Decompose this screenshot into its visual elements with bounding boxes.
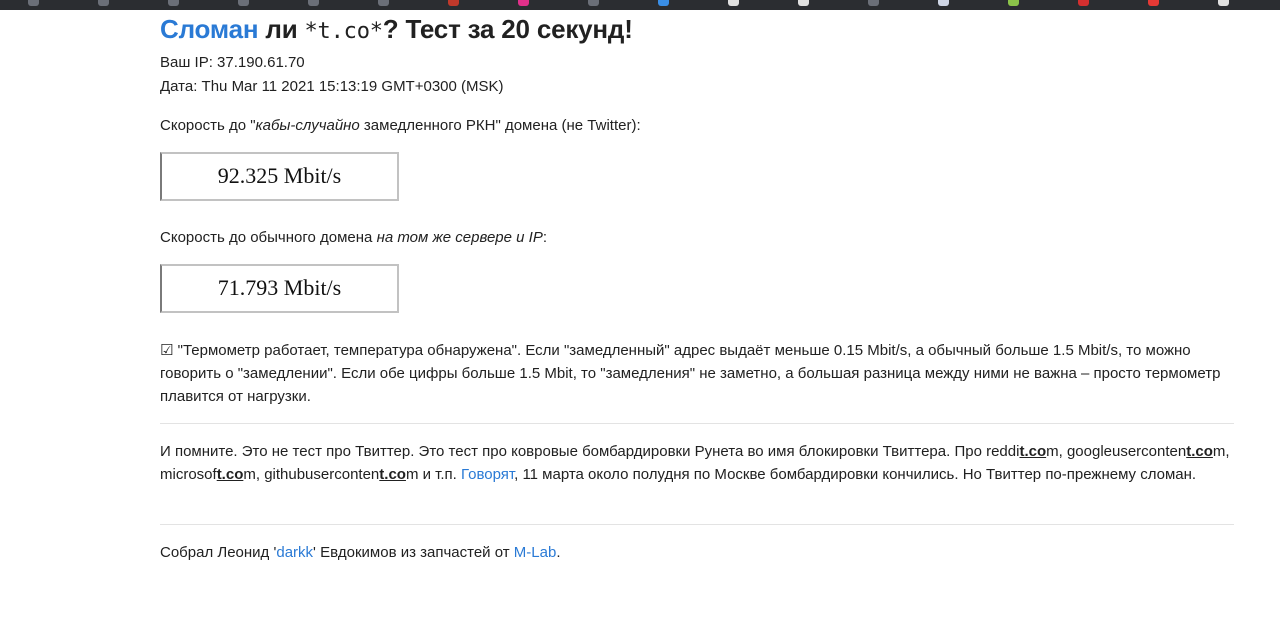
bookmark-icon[interactable] [798,0,809,6]
bookmark-icon[interactable] [938,0,949,6]
news-link[interactable]: Говорят [461,466,515,483]
bookmark-icon[interactable] [868,0,879,6]
tco-highlight: t.co [1019,443,1047,460]
bookmark-icon[interactable] [308,0,319,6]
note-part: , 11 марта около полудня по Москве бомбардировки кончились. Но Твиттер по-прежнему сломан. [514,466,1197,483]
label-text: : [542,229,548,246]
bookmark-icon[interactable] [98,0,109,6]
page-title [160,14,633,45]
bookmark-icon[interactable] [728,0,739,6]
throttled-speed-output: 92.325 Mbit/s [160,152,399,201]
credits [160,544,560,561]
label-italic: на том же сервере и IP [376,229,543,246]
bookmark-icon[interactable] [1218,0,1229,6]
credits-text: ' Евдокимов из запчастей от [313,544,514,561]
divider [160,423,1234,424]
label-text: Скорость до " [160,117,256,134]
bookmark-icon[interactable] [518,0,529,6]
note-part: И помните. Это не тест про Твиттер. Это тест про ковровые бомбардировки Рунета во имя блокировки Твиттера. Про reddi [160,443,1020,460]
normal-speed-label [160,229,547,246]
divider [160,524,1234,525]
note-part: m, googleuserconten [1046,443,1187,460]
date-info: Дата: Thu Mar 11 2021 15:13:19 GMT+0300 (MSK) [160,78,504,95]
verdict-text [160,339,1234,408]
bookmark-icon[interactable] [448,0,459,6]
tco-highlight: t.co [379,466,406,483]
normal-speed-output: 71.793 Mbit/s [160,264,399,313]
bookmark-icon[interactable] [1078,0,1089,6]
bookmark-icon[interactable] [1148,0,1159,6]
bookmark-icon[interactable] [588,0,599,6]
verdict-body: "Термометр работает, температура обнаружена". Если "замедленный" адрес выдаёт меньше 0.15 Mbit/s, а обычный больше 1.5 Mbit/s, то можно говорить о "замедлении". Если обе цифры больше 1.5 Mbit, то "замедления" не заметно, а большая разница между ними не важна – просто термометр плавится от нагрузки. [160,342,1221,405]
note-text [160,440,1234,486]
tco-highlight: t.co [1186,443,1213,460]
mlab-link[interactable]: M-Lab [513,544,557,561]
label-text: замедленного РКН" домена (не Twitter): [359,117,641,134]
bookmark-icon[interactable] [168,0,179,6]
bookmark-icon[interactable] [238,0,249,6]
note-part: m, microsof [160,443,1230,483]
bookmark-icon[interactable] [658,0,669,6]
ip-info: Ваш IP: 37.190.61.70 [160,54,305,71]
credits-text: . [556,544,561,561]
checkbox-icon: ☑ [160,342,174,359]
label-text: Скорость до обычного домена [160,229,377,246]
throttled-speed-label [160,117,641,134]
browser-bookmarks-bar [0,0,1280,10]
title-domain-code: *t.co* [304,19,383,44]
title-accent: Сломан [160,14,259,44]
label-italic: кабы-случайно [255,117,360,134]
tco-highlight: t.co [216,466,244,483]
author-link[interactable]: darkk [276,544,314,561]
note-part: m, githubuserconten [243,466,380,483]
credits-text: Собрал Леонид ' [160,544,277,561]
bookmark-icon[interactable] [378,0,389,6]
bookmark-icon[interactable] [1008,0,1019,6]
note-part: m и т.п. [405,466,461,483]
title-part: ? Тест за 20 секунд! [382,14,633,44]
bookmark-icon[interactable] [28,0,39,6]
title-part: ли [258,14,305,44]
